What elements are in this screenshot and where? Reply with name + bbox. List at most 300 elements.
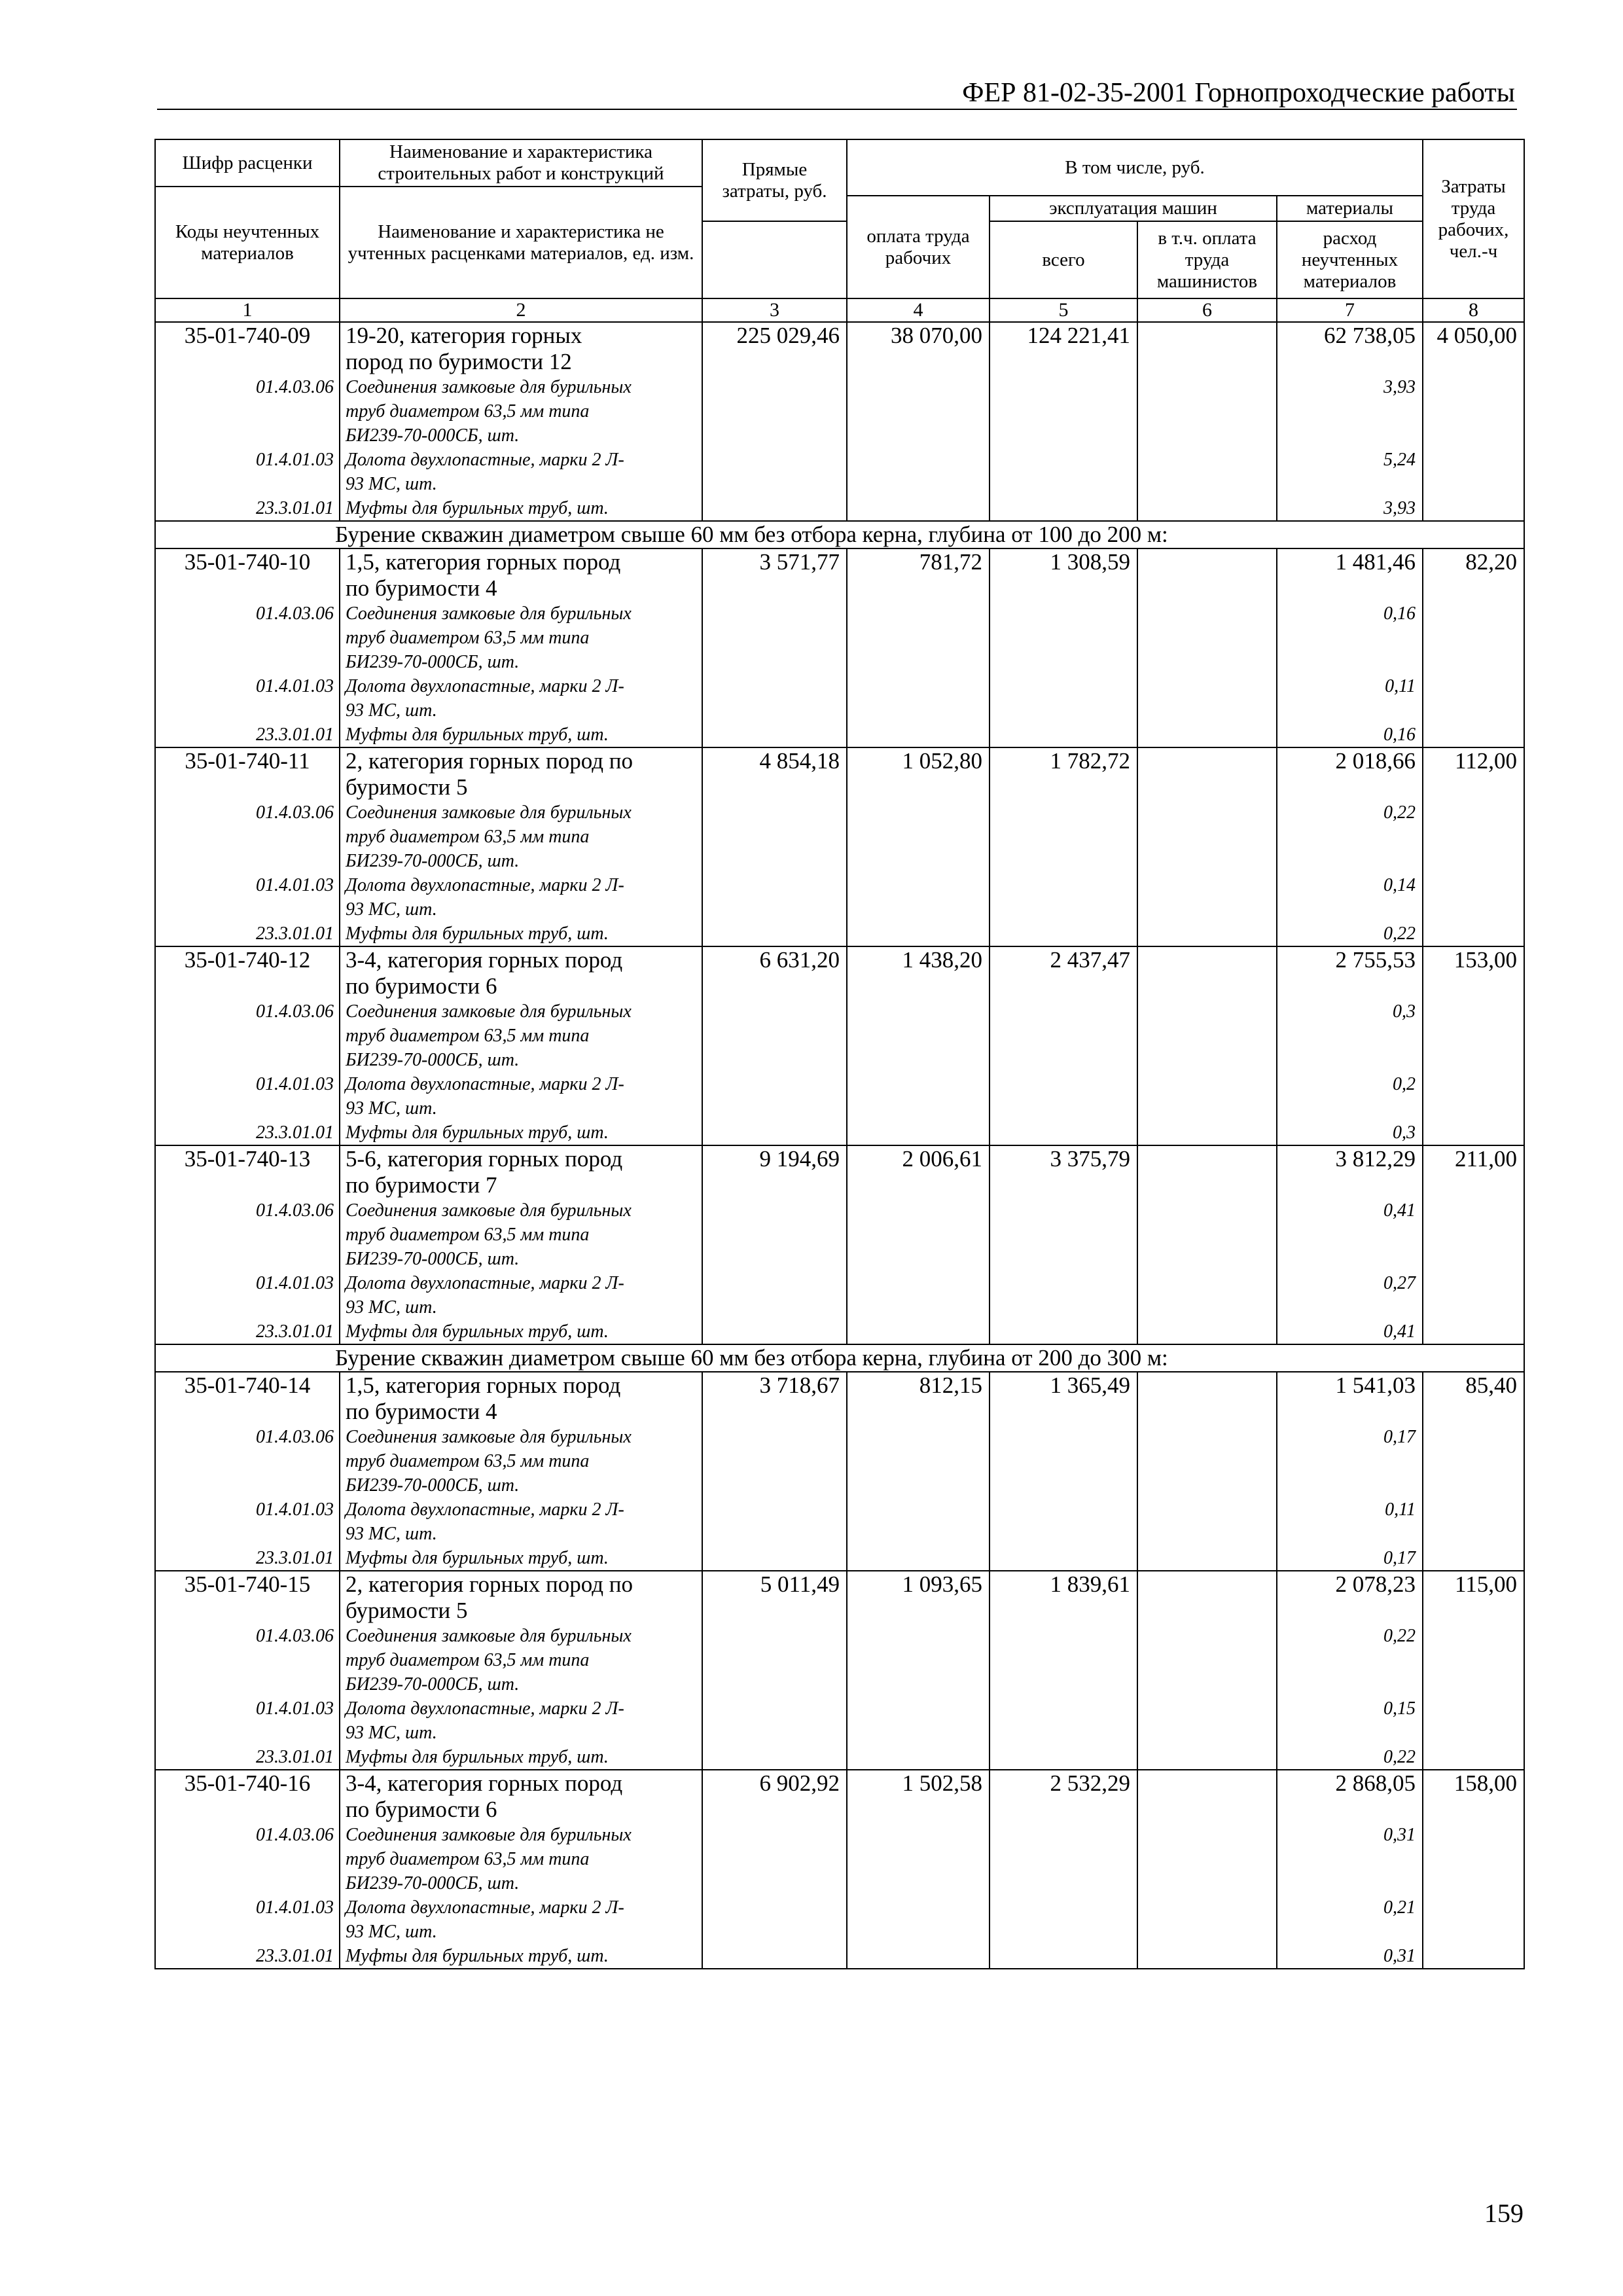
header-material-names: Наименование и характеристика не учтенных расценками материалов, ед. изм. (340, 187, 702, 298)
empty-cell (1137, 1048, 1277, 1072)
material-row (155, 1871, 1524, 1895)
empty-cell (702, 496, 847, 521)
labor-hours (1423, 575, 1524, 601)
material-consumption: 0,41 (1277, 1198, 1423, 1223)
empty-cell (1423, 1473, 1524, 1498)
rate-code (155, 575, 340, 601)
material-consumption: 0,21 (1277, 1895, 1423, 1920)
empty-cell (990, 1871, 1137, 1895)
empty-cell (1423, 1072, 1524, 1096)
direct-costs (702, 1399, 847, 1425)
material-row (155, 999, 1524, 1024)
empty-cell (702, 375, 847, 399)
rate-name: по буримости 7 (340, 1172, 702, 1198)
material-code (155, 897, 340, 922)
empty-cell (847, 1271, 990, 1295)
material-row (155, 1425, 1524, 1449)
empty-cell (847, 849, 990, 873)
empty-cell (847, 800, 990, 825)
material-name: Муфты для бурильных труб, шт. (340, 1546, 702, 1571)
empty-cell (990, 1920, 1137, 1944)
empty-cell (990, 448, 1137, 472)
empty-cell (702, 849, 847, 873)
empty-cell (1137, 1624, 1277, 1648)
material-code: 23.3.01.01 (155, 922, 340, 946)
direct-costs (702, 1797, 847, 1823)
material-code: 01.4.01.03 (155, 1072, 340, 1096)
empty-cell (1137, 922, 1277, 946)
empty-cell (1137, 1271, 1277, 1295)
empty-cell (702, 1295, 847, 1319)
material-consumption: 0,16 (1277, 723, 1423, 747)
empty-cell (847, 1247, 990, 1271)
header-machine-operation: эксплуатация машин (990, 196, 1277, 221)
empty-cell (990, 1944, 1137, 1969)
material-code: 23.3.01.01 (155, 1944, 340, 1969)
empty-cell (847, 1295, 990, 1319)
labor-hours: 112,00 (1423, 747, 1524, 774)
empty-cell (702, 1648, 847, 1672)
material-row (155, 800, 1524, 825)
material-code: 01.4.01.03 (155, 1895, 340, 1920)
material-consumption (1277, 399, 1423, 423)
material-name: 93 МС, шт. (340, 1096, 702, 1121)
empty-cell (990, 800, 1137, 825)
empty-cell (1137, 1823, 1277, 1847)
worker-pay (847, 973, 990, 999)
empty-cell (1137, 1944, 1277, 1969)
material-name: Долота двухлопастные, марки 2 Л- (340, 873, 702, 897)
header-operators-pay: в т.ч. оплата труда машинистов (1137, 221, 1277, 298)
empty-cell (702, 1449, 847, 1473)
material-row (155, 1223, 1524, 1247)
material-name: Соединения замковые для бурильных (340, 1198, 702, 1223)
empty-cell (990, 1121, 1137, 1145)
empty-cell (990, 1247, 1137, 1271)
material-consumption (1277, 1449, 1423, 1473)
material-row (155, 1546, 1524, 1571)
materials-cost (1277, 1399, 1423, 1425)
empty-cell (1137, 1198, 1277, 1223)
empty-cell (1423, 423, 1524, 448)
header-worker-pay: оплата труда рабочих (847, 196, 990, 298)
empty-cell (702, 1223, 847, 1247)
empty-cell (990, 399, 1137, 423)
operators-pay (1137, 1571, 1277, 1598)
rate-code (155, 1797, 340, 1823)
empty-cell (1137, 825, 1277, 849)
materials-cost (1277, 1797, 1423, 1823)
empty-cell (847, 601, 990, 626)
empty-cell (702, 472, 847, 496)
material-name: БИ239-70-000СБ, шт. (340, 650, 702, 674)
material-row (155, 1624, 1524, 1648)
empty-cell (1423, 1498, 1524, 1522)
operators-pay (1137, 747, 1277, 774)
empty-cell (702, 1048, 847, 1072)
material-row (155, 1198, 1524, 1223)
direct-costs: 6 902,92 (702, 1770, 847, 1797)
machines-total (990, 575, 1137, 601)
empty-cell (990, 825, 1137, 849)
material-row (155, 496, 1524, 521)
material-code (155, 1449, 340, 1473)
empty-cell (1137, 1648, 1277, 1672)
empty-cell (1423, 1823, 1524, 1847)
empty-cell (847, 825, 990, 849)
labor-hours: 82,20 (1423, 548, 1524, 575)
material-consumption (1277, 1920, 1423, 1944)
material-row (155, 698, 1524, 723)
rate-row (155, 1571, 1524, 1598)
empty-cell (1137, 723, 1277, 747)
empty-cell (1423, 496, 1524, 521)
rate-row (155, 1172, 1524, 1198)
material-name: БИ239-70-000СБ, шт. (340, 1871, 702, 1895)
labor-hours: 115,00 (1423, 1571, 1524, 1598)
rate-name: 19-20, категория горных (340, 322, 702, 349)
rate-code: 35-01-740-16 (155, 1770, 340, 1797)
operators-pay (1137, 322, 1277, 349)
operators-pay (1137, 349, 1277, 375)
material-name: Долота двухлопастные, марки 2 Л- (340, 1696, 702, 1721)
material-row (155, 1247, 1524, 1271)
material-row (155, 423, 1524, 448)
empty-cell (702, 399, 847, 423)
material-name: БИ239-70-000СБ, шт. (340, 1672, 702, 1696)
rate-code (155, 1399, 340, 1425)
rate-name: по буримости 6 (340, 973, 702, 999)
section-row (155, 1344, 1524, 1372)
rate-row (155, 1797, 1524, 1823)
rate-name: по буримости 6 (340, 1797, 702, 1823)
rate-row (155, 322, 1524, 349)
column-number: 1 (155, 298, 340, 322)
material-name: Муфты для бурильных труб, шт. (340, 496, 702, 521)
material-row (155, 1745, 1524, 1770)
empty-cell (702, 999, 847, 1024)
rate-name: 3-4, категория горных пород (340, 946, 702, 973)
material-name: Муфты для бурильных труб, шт. (340, 922, 702, 946)
empty-cell (702, 626, 847, 650)
empty-cell (1423, 800, 1524, 825)
empty-cell (1137, 1546, 1277, 1571)
rate-name: 1,5, категория горных пород (340, 548, 702, 575)
material-name: Соединения замковые для бурильных (340, 800, 702, 825)
page-number: 159 (1484, 2198, 1524, 2228)
material-consumption (1277, 698, 1423, 723)
empty-cell (1423, 1546, 1524, 1571)
material-code (155, 423, 340, 448)
materials-cost (1277, 1598, 1423, 1624)
empty-cell (1137, 1319, 1277, 1344)
rate-row (155, 349, 1524, 375)
material-name: Муфты для бурильных труб, шт. (340, 1745, 702, 1770)
empty-cell (1137, 1847, 1277, 1871)
empty-cell (1423, 1648, 1524, 1672)
empty-cell (702, 1696, 847, 1721)
materials-cost: 62 738,05 (1277, 322, 1423, 349)
labor-hours: 4 050,00 (1423, 322, 1524, 349)
material-consumption: 0,22 (1277, 1624, 1423, 1648)
material-consumption: 0,22 (1277, 922, 1423, 946)
section-row (155, 521, 1524, 548)
materials-cost (1277, 575, 1423, 601)
empty-cell (1137, 698, 1277, 723)
rate-name: по буримости 4 (340, 1399, 702, 1425)
worker-pay: 1 438,20 (847, 946, 990, 973)
material-code (155, 1522, 340, 1546)
worker-pay (847, 1797, 990, 1823)
empty-cell (990, 650, 1137, 674)
empty-cell (990, 1048, 1137, 1072)
materials-cost (1277, 1172, 1423, 1198)
worker-pay: 1 093,65 (847, 1571, 990, 1598)
empty-cell (990, 1295, 1137, 1319)
material-code: 23.3.01.01 (155, 1121, 340, 1145)
empty-cell (847, 1745, 990, 1770)
material-code (155, 1871, 340, 1895)
material-row (155, 922, 1524, 946)
rate-code: 35-01-740-11 (155, 747, 340, 774)
material-code: 01.4.03.06 (155, 800, 340, 825)
empty-cell (847, 999, 990, 1024)
operators-pay (1137, 1770, 1277, 1797)
material-name: Соединения замковые для бурильных (340, 1425, 702, 1449)
empty-cell (847, 1920, 990, 1944)
material-row (155, 1449, 1524, 1473)
material-name: 93 МС, шт. (340, 1721, 702, 1745)
worker-pay (847, 774, 990, 800)
material-name: Долота двухлопастные, марки 2 Л- (340, 674, 702, 698)
empty-cell (1137, 1121, 1277, 1145)
rate-name: 1,5, категория горных пород (340, 1372, 702, 1399)
labor-hours (1423, 1172, 1524, 1198)
empty-cell (1137, 1672, 1277, 1696)
labor-hours: 211,00 (1423, 1145, 1524, 1172)
rate-code: 35-01-740-13 (155, 1145, 340, 1172)
labor-hours (1423, 973, 1524, 999)
empty-cell (1423, 723, 1524, 747)
empty-cell (1423, 1271, 1524, 1295)
empty-cell (1137, 399, 1277, 423)
section-heading: Бурение скважин диаметром свыше 60 мм без отбора керна, глубина от 200 до 300 м: (155, 1344, 1524, 1372)
empty-cell (1423, 1696, 1524, 1721)
material-code: 01.4.01.03 (155, 873, 340, 897)
material-code (155, 650, 340, 674)
empty-cell (1137, 1223, 1277, 1247)
empty-cell (1423, 1944, 1524, 1969)
empty-cell (1137, 1696, 1277, 1721)
empty-cell (990, 1319, 1137, 1344)
empty-cell (990, 1223, 1137, 1247)
material-name: Долота двухлопастные, марки 2 Л- (340, 448, 702, 472)
direct-costs: 6 631,20 (702, 946, 847, 973)
material-name: труб диаметром 63,5 мм типа (340, 1648, 702, 1672)
material-name: БИ239-70-000СБ, шт. (340, 1247, 702, 1271)
material-consumption (1277, 1473, 1423, 1498)
material-code: 01.4.01.03 (155, 674, 340, 698)
labor-hours: 85,40 (1423, 1372, 1524, 1399)
material-consumption (1277, 1721, 1423, 1745)
material-code (155, 698, 340, 723)
empty-cell (990, 1546, 1137, 1571)
empty-cell (1423, 1198, 1524, 1223)
empty-cell (1423, 999, 1524, 1024)
rate-row (155, 1770, 1524, 1797)
material-row (155, 650, 1524, 674)
empty-cell (1423, 1048, 1524, 1072)
material-consumption (1277, 1871, 1423, 1895)
machines-total (990, 1797, 1137, 1823)
materials-cost (1277, 973, 1423, 999)
empty-cell (1423, 1871, 1524, 1895)
material-consumption: 5,24 (1277, 448, 1423, 472)
material-row (155, 626, 1524, 650)
empty-cell (990, 873, 1137, 897)
rate-row (155, 548, 1524, 575)
empty-cell (990, 1895, 1137, 1920)
column-number: 3 (702, 298, 847, 322)
empty-cell (990, 1624, 1137, 1648)
empty-cell (1137, 1295, 1277, 1319)
materials-cost: 2 868,05 (1277, 1770, 1423, 1797)
material-name: труб диаметром 63,5 мм типа (340, 1449, 702, 1473)
material-row (155, 674, 1524, 698)
empty-cell (990, 1522, 1137, 1546)
empty-cell (847, 375, 990, 399)
empty-cell (702, 723, 847, 747)
empty-cell (702, 674, 847, 698)
machines-total (990, 349, 1137, 375)
material-name: Долота двухлопастные, марки 2 Л- (340, 1895, 702, 1920)
empty-cell (1423, 922, 1524, 946)
empty-cell (1423, 1319, 1524, 1344)
operators-pay (1137, 1372, 1277, 1399)
empty-cell (1137, 601, 1277, 626)
worker-pay: 812,15 (847, 1372, 990, 1399)
material-consumption: 3,93 (1277, 375, 1423, 399)
material-name: 93 МС, шт. (340, 1522, 702, 1546)
empty-cell (847, 1871, 990, 1895)
empty-cell (847, 472, 990, 496)
material-code (155, 1096, 340, 1121)
empty-cell (702, 698, 847, 723)
material-name: Муфты для бурильных труб, шт. (340, 1944, 702, 1969)
worker-pay: 1 502,58 (847, 1770, 990, 1797)
empty-cell (847, 1498, 990, 1522)
direct-costs: 9 194,69 (702, 1145, 847, 1172)
material-consumption: 0,22 (1277, 1745, 1423, 1770)
empty-cell (990, 601, 1137, 626)
header-materials: материалы (1277, 196, 1423, 221)
empty-cell (847, 1449, 990, 1473)
rate-code: 35-01-740-14 (155, 1372, 340, 1399)
empty-cell (1137, 1425, 1277, 1449)
section-heading: Бурение скважин диаметром свыше 60 мм без отбора керна, глубина от 100 до 200 м: (155, 521, 1524, 548)
material-name: БИ239-70-000СБ, шт. (340, 1048, 702, 1072)
empty-cell (702, 1672, 847, 1696)
rate-code (155, 349, 340, 375)
material-row (155, 873, 1524, 897)
empty-cell (702, 601, 847, 626)
material-code (155, 1920, 340, 1944)
empty-cell (990, 1096, 1137, 1121)
material-consumption (1277, 1048, 1423, 1072)
material-name: Долота двухлопастные, марки 2 Л- (340, 1271, 702, 1295)
empty-cell (847, 423, 990, 448)
worker-pay: 38 070,00 (847, 322, 990, 349)
rate-name: 2, категория горных пород по (340, 747, 702, 774)
material-consumption (1277, 1847, 1423, 1871)
empty-cell (1137, 1895, 1277, 1920)
empty-cell (1137, 423, 1277, 448)
empty-cell (702, 1473, 847, 1498)
empty-cell (847, 1546, 990, 1571)
empty-cell (702, 1871, 847, 1895)
material-name: труб диаметром 63,5 мм типа (340, 825, 702, 849)
operators-pay (1137, 946, 1277, 973)
empty-cell (847, 1522, 990, 1546)
material-row (155, 1319, 1524, 1344)
material-consumption: 0,31 (1277, 1944, 1423, 1969)
material-row (155, 1473, 1524, 1498)
empty-cell (847, 626, 990, 650)
rates-table (154, 139, 1525, 1969)
header-machines-total: всего (990, 221, 1137, 298)
empty-cell (990, 496, 1137, 521)
material-consumption: 3,93 (1277, 496, 1423, 521)
empty-cell (1423, 1295, 1524, 1319)
column-number: 5 (990, 298, 1137, 322)
empty-cell (1137, 873, 1277, 897)
material-consumption (1277, 626, 1423, 650)
empty-cell (1137, 448, 1277, 472)
empty-cell (1423, 601, 1524, 626)
material-name: Соединения замковые для бурильных (340, 601, 702, 626)
empty-cell (990, 626, 1137, 650)
direct-costs (702, 575, 847, 601)
empty-cell (847, 1024, 990, 1048)
machines-total: 124 221,41 (990, 322, 1137, 349)
empty-cell (1137, 472, 1277, 496)
material-row (155, 1498, 1524, 1522)
empty-cell (1423, 825, 1524, 849)
operators-pay (1137, 774, 1277, 800)
materials-cost: 1 541,03 (1277, 1372, 1423, 1399)
machines-total: 2 437,47 (990, 946, 1137, 973)
header-material-codes: Коды неучтенных материалов (155, 187, 340, 298)
empty-cell (702, 1498, 847, 1522)
material-consumption (1277, 1295, 1423, 1319)
worker-pay (847, 349, 990, 375)
direct-costs (702, 349, 847, 375)
operators-pay (1137, 1399, 1277, 1425)
empty-cell (1137, 626, 1277, 650)
empty-cell (702, 1721, 847, 1745)
empty-cell (702, 1522, 847, 1546)
empty-cell (847, 1823, 990, 1847)
material-row (155, 1121, 1524, 1145)
material-consumption: 0,31 (1277, 1823, 1423, 1847)
material-code: 23.3.01.01 (155, 723, 340, 747)
labor-hours (1423, 1399, 1524, 1425)
material-name: Муфты для бурильных труб, шт. (340, 1319, 702, 1344)
material-name: БИ239-70-000СБ, шт. (340, 849, 702, 873)
empty-cell (1137, 849, 1277, 873)
empty-cell (702, 1847, 847, 1871)
empty-cell (702, 1121, 847, 1145)
